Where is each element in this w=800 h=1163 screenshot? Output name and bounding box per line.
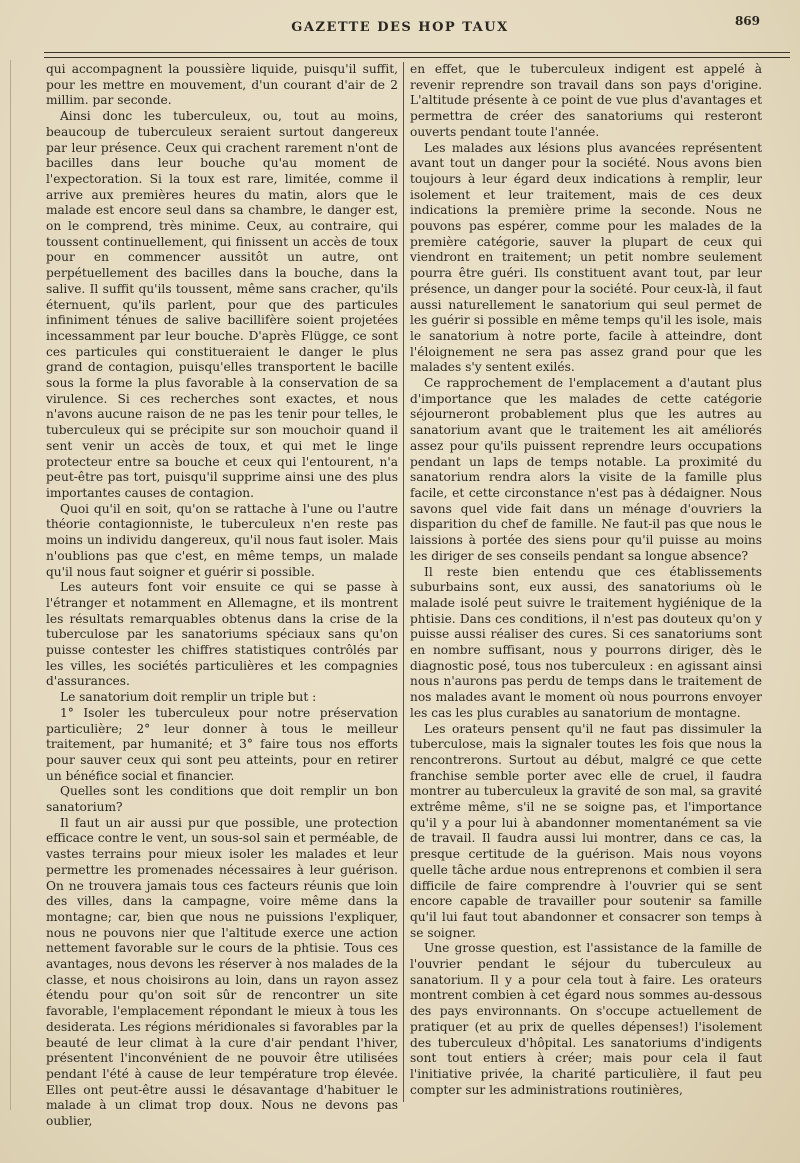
paragraph: Il reste bien entendu que ces établissements suburbains sont, eux aussi, des sanatoriums où le malade isolé peut suivre le traitement hygiénique de la phtisie. Dans ces conditions, il n'est pas douteux qu'on y puisse aussi réaliser des cures. Si ces sanatoriums sont en nombre suffisant, nous y pourrons diriger, dès le diagnostic posé, tous nos tuberculeux : en agissant ainsi nous n'aurons pas perdu de temps dans le traitement de nos malades avant le moment où nous pourrons envoyer les cas les plus curables au sanatorium de montagne. — [410, 564, 762, 720]
left-column — [46, 62, 398, 1129]
binding-edge — [10, 60, 17, 1110]
paragraph: 1° Isoler les tuberculeux pour notre préservation particulière; 2° leur donner à tous le meilleur traitement, par humanité; et 3° faire tous nos efforts pour sauver ceux qui sont peu atteints, pour en retirer un bénéfice social et financier. — [46, 705, 398, 783]
paragraph: Quoi qu'il en soit, qu'on se rattache à l'une ou l'autre théorie contagionniste, le tuberculeux n'en reste pas moins un individu dangereux, qu'il nous faut isoler. Mais n'oublions pas que c'est, en même temps, un malade qu'il nous faut soigner et guérir si possible. — [46, 501, 398, 579]
paragraph: Les malades aux lésions plus avancées représentent avant tout un danger pour la société. Nous avons bien toujours à leur égard deux indications à remplir, leur isolement et leur traitement, mais de ces deux indications la première prime la seconde. Nous ne pouvons pas espérer, comme pour les malades de la première catégorie, sauver la plupart de ceux qui viendront en traitement; un petit nombre seulement pourra être guéri. Ils constituent avant tout, par leur présence, un danger pour la société. Pour ceux-là, il faut aussi naturellement le sanatorium qui seul permet de les guérir si possible en même temps qu'il les isole, mais le sanatorium à notre porte, facile à atteindre, dont l'éloignement ne sera pas assez grand pour que les malades s'y sentent exilés. — [410, 140, 762, 375]
page-number: 869 — [734, 14, 760, 28]
column-divider — [403, 62, 404, 1102]
paragraph: en effet, que le tuberculeux indigent est appelé à revenir reprendre son travail dans son pays d'origine. L'altitude présente à ce point de vue plus d'avantages et permettra de créer des sanatoriums qui resteront ouverts pendant toute l'année. — [410, 62, 762, 139]
header-rule-thin — [44, 57, 790, 58]
paragraph: Les auteurs font voir ensuite ce qui se passe à l'étranger et notamment en Allemagne, et ils montrent les résultats remarquables obtenus dans la crise de la tuberculose par les sanatoriums spéciaux sans qu'on puisse contester les chiffres statistiques contrôlés par les villes, les sociétés particulières et les compagnies d'assurances. — [46, 580, 398, 689]
paragraph: Le sanatorium doit remplir un triple but : — [60, 690, 317, 705]
page-header — [30, 14, 770, 42]
paragraph: Une grosse question, est l'assistance de la famille de l'ouvrier pendant le séjour du tuberculeux au sanatorium. Il y a pour cela tout à faire. Les orateurs montrent combien à cet égard nous sommes au-dessous des pays environnants. On s'occupe actuellement de pratiquer (et au prix de quelles dépenses!) l'isolement des tuberculeux d'hôpital. Les sanatoriums d'indigents sont tout entiers à créer; mais pour cela il faut l'initiative privée, la charité particulière, il faut peu compter sur les administrations routinières, — [410, 941, 762, 1097]
right-column — [410, 62, 762, 1112]
paragraph: Ce rapprochement de l'emplacement a d'autant plus d'importance que les malades de cette catégorie séjourneront probablement plus que les autres au sanatorium avant que le traitement les ait améliorés assez pour qu'ils puissent reprendre leurs occupations pendant un laps de temps notable. La proximité du sanatorium rendra alors la visite de la famille plus facile, et cette circonstance n'est pas à dédaigner. Nous savons quel vide fait dans un ménage d'ouvriers la disparition du chef de famille. Ne faut-il pas que nous le laissions à portée des siens pour qu'il puisse au moins les diriger de ses conseils pendant sa longue absence? — [410, 376, 762, 563]
text-columns — [46, 62, 794, 1129]
paragraph: Ainsi donc les tuberculeux, ou, tout au moins, beaucoup de tuberculeux seraient surtout dangereux par leur présence. Ceux qui crachent rarement n'ont de bacilles dans leur bouche qu'au moment de l'expectoration. Si la toux est rare, limitée, comme il arrive aux premières heures du matin, alors que le malade est encore seul dans sa chambre, le danger est, on le comprend, très minime. Ceux, au contraire, qui toussent continuellement, qui finissent un accès de toux pour en commencer aussitôt un autre, ont perpétuellement des bacilles dans la bouche, dans la salive. Il suffit qu'ils toussent, même sans cracher, qu'ils éternuent, qu'ils parlent, pour que des particules infiniment ténues de salive bacillifère soient projetées incessamment par leur bouche. D'après Flügge, ce sont ces particules qui constitueraient le danger le plus grand de contagion, puisqu'elles transportent le bacille sous la forme la plus favorable à la conservation de sa virulence. Si ces recherches sont exactes, et nous n'avons aucune raison de ne pas les tenir pour telles, le tuberculeux qui se précipite sur son mouchoir quand il sent venir un accès de toux, et qui met le linge protecteur entre sa bouche et ceux qui l'entourent, n'a peut-être pas tort, puisqu'il supprime ainsi une des plus importantes causes de contagion. — [46, 109, 398, 500]
running-title: GAZETTE DES HOP TAUX — [291, 20, 509, 35]
paragraph: Quelles sont les conditions que doit remplir un bon sanatorium? — [46, 784, 398, 815]
paragraph: Les orateurs pensent qu'il ne faut pas dissimuler la tuberculose, mais la signaler toutes les fois que nous la rencontrerons. Surtout au début, malgré ce que cette franchise semble porter avec elle de cruel, il faudra montrer au tuberculeux la gravité de son mal, sa gravité extrême même, s'il ne se soigne pas, et l'importance qu'il y a pour lui à abandonner momentanément sa vie de travail. Il faudra aussi lui montrer, dans ce cas, la presque certitude de la guérison. Mais nous voyons quelle tâche ardue nous entreprenons et combien il sera difficile de faire comprendre à l'ouvrier qui se sent encore capable de travailler pour soutenir sa famille qu'il lui faut tout abandonner et consacrer son temps à se soigner. — [410, 721, 762, 940]
header-rule — [44, 52, 790, 53]
paragraph: qui accompagnent la poussière liquide, puisqu'il suffit, pour les mettre en mouvement, d'un courant d'air de 2 millim. par seconde. — [46, 62, 398, 108]
paragraph: Il faut un air aussi pur que possible, une protection efficace contre le vent, un sous-sol sain et perméable, de vastes terrains pour mieux isoler les malades et leur permettre les promenades nécessaires à leur guérison. On ne trouvera jamais tous ces facteurs réunis que loin des villes, dans la campagne, voire même dans la montagne; car, bien que nous ne puissions l'expliquer, nous ne pouvons nier que l'altitude exerce une action nettement favorable sur le cours de la phtisie. Tous ces avantages, nous devons les réserver à nos malades de la classe, et nous choisirons au loin, dans un rayon assez étendu pour qu'on soit sûr de rencontrer un site favorable, l'emplacement répondant le mieux à tous les desiderata. Les régions méridionales si favorables par la beauté de leur climat à la cure d'air pendant l'hiver, présentent l'inconvénient de ne pouvoir être utilisées pendant l'été à cause de leur température trop élevée. Elles ont peut-être aussi le désavantage d'habituer le malade à un climat trop doux. Nous ne devons pas oublier, — [46, 815, 398, 1129]
